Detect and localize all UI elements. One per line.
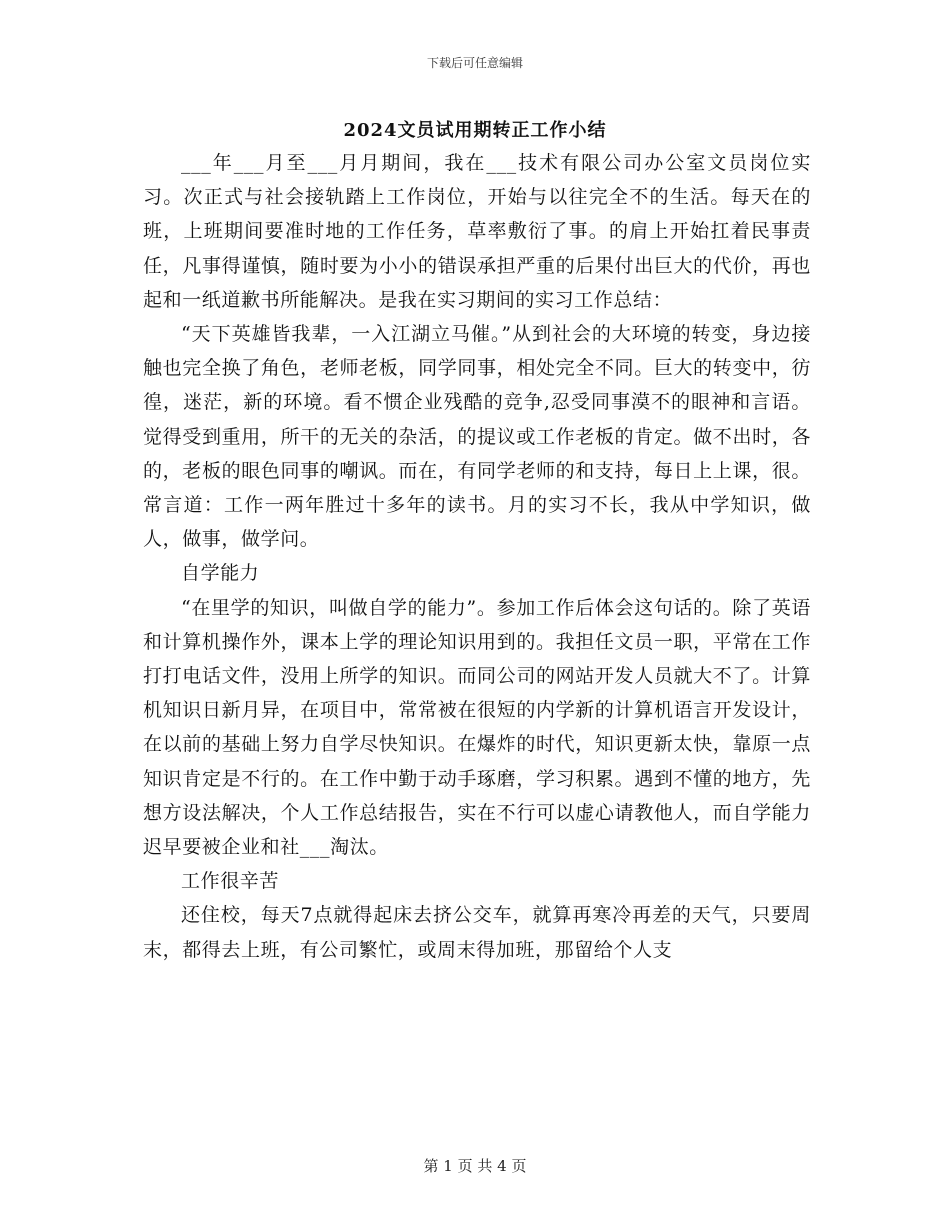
section-heading-hard-work: 工作很辛苦 bbox=[181, 870, 280, 893]
paragraph-intro: ___年___月至___月月期间，我在___技术有限公司办公室文员岗位实习。次正式与社会接轨踏上工作岗位，开始与以往完全不的生活。每天在的班，上班期间要准时地的工作任务，草率敷衍了事。的肩上开始扛着民事责任，凡事得谨慎，随时要为小小的错误承担严重的后果付出巨大的代价，再也起和一纸道歉书所能解决。是我在实习期间的实习工作总结： bbox=[143, 152, 811, 311]
document-title: 2024文员试用期转正工作小结 bbox=[343, 120, 607, 141]
page-footer: 第 1 页 共 4 页 bbox=[423, 1157, 527, 1175]
section-heading-self-learning: 自学能力 bbox=[181, 562, 260, 585]
paragraph-hard-work: 还住校，每天7点就得起床去挤公交车，就算再寒冷再差的天气，只要周末，都得去上班，有公司繁忙，或周末得加班，那留给个人支 bbox=[143, 904, 811, 961]
paragraph-self-learning: “在里学的知识，叫做自学的能力”。参加工作后体会这句话的。除了英语和计算机操作外，课本上学的理论知识用到的。我担任文员一职，平常在工作打打电话文件，没用上所学的知识。而同公司的网站开发人员就大不了。计算机知识日新月异，在项目中，常常被在很短的内学新的计算机语言开发设计，在以前的基础上努力自学尽快知识。在爆炸的时代，知识更新太快，靠原一点知识肯定是不行的。在工作中勤于动手琢磨，学习积累。遇到不懂的地方，先想方设法解决，个人工作总结报告，实在不行可以虚心请教他人，而自学能力迟早要被企业和社___淘汰。 bbox=[143, 596, 811, 859]
paragraph-transition: “天下英雄皆我辈，一入江湖立马催。”从到社会的大环境的转变，身边接触也完全换了角色，老师老板，同学同事，相处完全不同。巨大的转变中，彷徨，迷茫，新的环境。看不惯企业残酷的竞争,忍受同事漠不的眼神和言语。觉得受到重用，所干的无关的杂活，的提议或工作老板的肯定。做不出时，各的，老板的眼色同事的嘲讽。而在，有同学老师的和支持，每日上上课，很。常言道：工作一两年胜过十多年的读书。月的实习不长，我从中学知识，做人，做事，做学问。 bbox=[143, 323, 811, 551]
header-note: 下载后可任意编辑 bbox=[426, 56, 523, 70]
document-body bbox=[143, 146, 811, 967]
